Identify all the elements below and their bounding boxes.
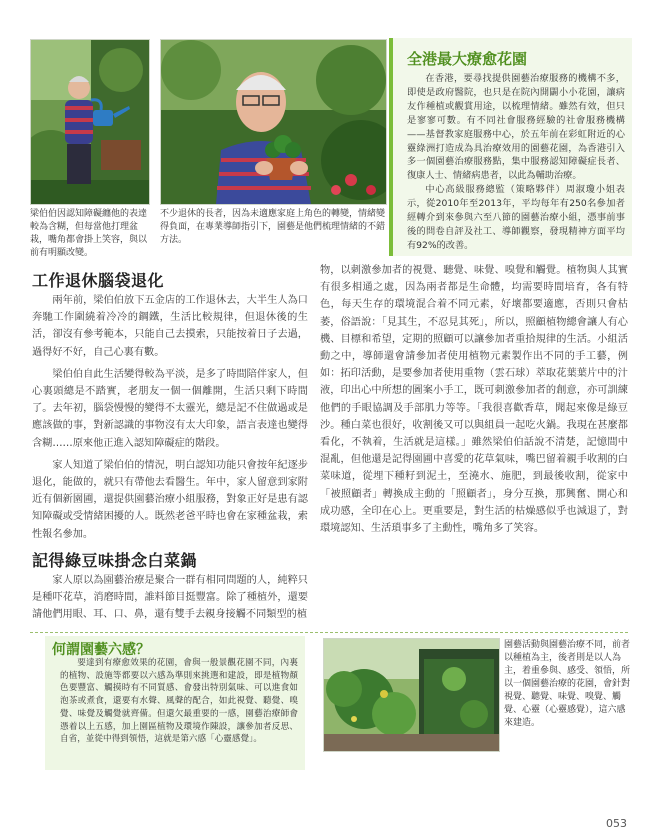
photo-man-watering — [30, 39, 150, 205]
photo-garden — [323, 638, 500, 752]
article-paragraph: 兩年前，梁伯伯放下五金店的工作退休去，大半生人為口奔馳工作圍繞着冷冷的鋼鐵，生活比較規律，但退休後的生活，卻沒有參考範本，只能自己去摸索，只能按着日子去過，過得好不好，自己心裏有數。 — [32, 295, 308, 358]
photo-caption-bottom-right: 園藝活動與園藝治療不同，前者以種植為主，後者則是以人為主，着重參與、感受、領悟，所以一個園藝治療的花園，會針對視覺、聽覺、味覺、嗅覺、觸覺、心靈（心靈感覺），這六感來建造。 — [504, 640, 631, 728]
six-senses-body — [60, 657, 298, 746]
photo-man-with-plant — [160, 39, 387, 205]
photo-caption-left: 梁伯伯因認知障礙纏他的表達較為含糊，但每當他打理盆栽，嘴角都會掛上笑容，與以前有明顯改變。 — [30, 209, 148, 258]
article-column-left — [32, 292, 308, 548]
article-column-left-bottom — [32, 572, 308, 629]
section-divider — [30, 632, 628, 633]
sidebar-paragraph: 在香港，要尋找提供園藝治療服務的機構不多，即使是政府醫院，也只是在院內開闢小小花園，讓病友作種植或觀賞用途，以梳理情緒。雖然有效，但只是寥寥可數。有不同社會服務經驗的社會服務機構——基督教家庭服務中心，於五年前在彩虹附近的心靈綠洲打造成為具治療效用的園藝花園，為香港引入多一個園藝治療服務點，集中服務認知障礙症長者、復康人士、情緒病患者，以此為輔助治療。 — [407, 73, 625, 182]
sidebar-title: 全港最大療愈花園 — [407, 50, 528, 68]
page-number: 053 — [606, 817, 627, 830]
heading-memories: 記得綠豆味掛念白菜鍋 — [32, 551, 198, 570]
six-senses-title: 何謂園藝六感？ — [52, 642, 150, 658]
photo-caption-center: 不少退休的長者，因為未適應家庭上角色的轉變，情緒變得負面，在專業導師指引下，園藝是他們梳理情緒的不錯方法。 — [160, 209, 386, 245]
sidebar-box — [389, 38, 632, 256]
six-senses-paragraph: 要達到有療愈效果的花園，會與一般景觀花園不同，內裏的植物、設施等都要以六感為準則來挑選和建設，即是植物顏色要豐富、觸摸時有不同質感、會發出特別氣味、可以進食如泡茶或煮食，還要有水聲、風聲的配合，如此視覺、聽覺、嗅覺、味覺及觸覺就齊備。但還欠最重要的一感，園藝治療師會憑着以上五感，加上園區植物及環境作陳設，讓參加者反思、自省，並從中得到領悟，這就是第六感「心靈感覺」。 — [60, 658, 298, 745]
sidebar-body — [407, 72, 625, 253]
article-paragraph: 家人知道了梁伯伯的情況，明白認知功能只會按年紀逐步退化，能做的，就只有帶他去看醫生。年中，家人留意到家附近有個新園圃，還提供園藝治療小組服務，對象正好是患有認知障礙或受情緒困擾的人。既然老爸平時也會在家種盆栽，索性報名參加。 — [32, 459, 308, 540]
article-paragraph: 物，以刺激參加者的視覺、聽覺、味覺、嗅覺和觸覺。植物與人其實有很多相通之處，因為兩者都是生命體，均需要時間培育，各有特色，每天生存的環境混合着不同元素，好壞都要適應，否則只會枯萎，俗語說：「見其生，不忍見其死」，所以，照顧植物總會讓人有心機、目標和希望，定期的照顧可以讓參加者重拾規律的生活。小組活動之中，導師還會請參加者使用植物元素製作出不同的手工藝，例如：拓印活動，是要參加者使用重物（雲石球）萃取花葉葉片中的汁液，印出心中所想的圖案小手工，既可刺激參加者的創意，亦可訓練他們的手眼協調及手部肌力等等。「我很喜歡香草，聞起來像是綠豆沙。種白菜也很好，收割後又可以與組員一起吃火鍋。我現在甚麼都看化，不執着，生活就是這樣。」雖然梁伯伯話說不清楚，記憶間中混亂，但他還是記得園圃中喜愛的花草氣味，嘴巴留着親手收割的白菜味道，從埋下種籽到泥土，至澆水、施肥，到最後收割，從家中「被照顧者」轉換成主動的「照顧者」，身分互換，那興奮、開心和成功感，全印在心上。更重要是，對生活的枯燥感似乎也減退了，對環境認知、生活瑣事多了主動性，嘴角多了笑容。 — [320, 265, 628, 535]
article-column-right — [320, 262, 628, 542]
article-paragraph: 家人原以為園藝治療是聚合一群有相同問題的人，純粹只是種吓花草，消磨時間，誰料節目挺豐富。除了種植外，還要請他們用眼、耳、口、鼻，還有雙手去親身接觸不同類型的植 — [32, 575, 308, 621]
sidebar-paragraph: 中心高級服務總監（策略夥伴）周淑瓊小姐表示，從2010年至2013年，平均每年有250名參加者經轉介到來參與六至八節的園藝治療小組，憑事前事後的問卷自評及社工、導師觀察，發現精神方面平均有92%的改善。 — [407, 184, 625, 251]
article-paragraph: 梁伯伯自此生活變得較為平淡，是多了時間陪伴家人，但心裏頭總是不踏實，老朋友一個一個離開，生活只剩下時間了。去年初，腦袋慢慢的變得不太靈光，總是記不住做過或是應該做的事，對新認識的事物沒有太大印象，語言表達也變得含糊……原來他正進入認知障礙症的階段。 — [32, 368, 308, 449]
heading-retirement: 工作退休腦袋退化 — [32, 271, 165, 290]
